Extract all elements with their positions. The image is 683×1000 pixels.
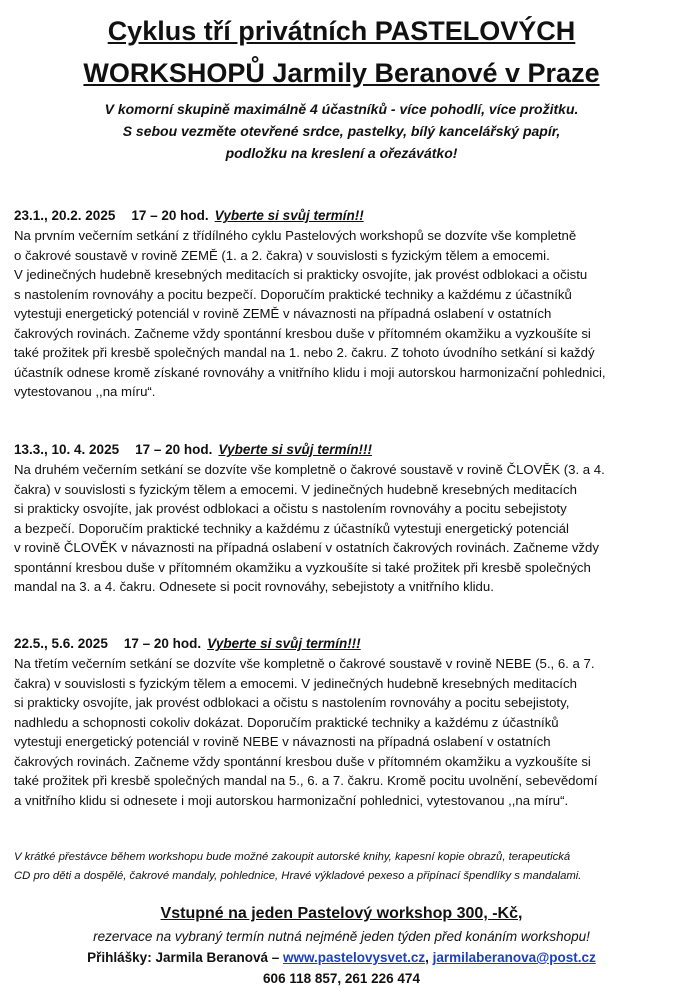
- workshop-2-text-line: a bezpečí. Doporučím praktické techniky a každému z účastníků vytestuji energetický potenciál: [14, 520, 569, 536]
- workshop-1-text-line: čakrových rovinách. Začneme vždy spontánní kresbou duše v přítomném okamžiku a vyzkoušíte si: [14, 325, 591, 341]
- workshop-3-text-line: vytestuji energetický potenciál v rovině NEBE v návaznosti na případná oslabení v ostatních: [14, 734, 551, 749]
- workshop-3-text-line: Na třetím večerním setkání se dozvíte vše kompletně o čakrové soustavě v rovině NEBE (5., 6. a 7.: [14, 656, 595, 671]
- workshop-1-header: [14, 206, 674, 226]
- workshop-1-text-line: s nastolením rovnováhy a pocitu bezpečí. Doporučím praktické techniky a každému z účastníků: [14, 286, 572, 302]
- signup-line: [20, 948, 663, 968]
- intro-line-1: V komorní skupině maximálně 4 účastníků - více pohodlí, více prožitku.: [104, 101, 579, 117]
- website-link[interactable]: www.pastelovysvet.cz: [283, 950, 426, 965]
- break-note-line-2: CD pro děti a dospělé, čakrové mandaly, pohlednice, Hravé výkladové pexeso a připínací špendlíky s mandalami.: [14, 870, 582, 882]
- workshop-2-select-label: Vyberte si svůj termín!!!: [218, 442, 372, 457]
- workshop-3-time: 17 – 20 hod.: [123, 636, 202, 651]
- workshop-section-1: [14, 206, 674, 402]
- workshop-3-dates: 22.5., 5.6. 2025: [14, 636, 108, 651]
- workshop-section-3: [14, 634, 674, 810]
- workshop-1-text-line: vytestuji energetický potenciál v rovině ZEMĚ v návaznosti na případná oslabení v ostatních: [14, 306, 552, 321]
- reservation-note: rezervace na vybraný termín nutná nejméně jeden týden před konáním workshopu!: [93, 929, 590, 944]
- workshop-2-text-line: čakra) v souvislosti s fyzickým tělem a emocemi. V jedinečných hudebně kresebných meditacích: [14, 481, 577, 497]
- workshop-1-text-line: Na prvním večerním setkání z třídílného cyklu Pastelových workshopů se dozvíte vše kompletně: [14, 228, 577, 243]
- workshop-1-select-label: Vyberte si svůj termín!!: [214, 208, 364, 223]
- workshop-1-time: 17 – 20 hod.: [131, 208, 209, 223]
- workshop-3-text-line: nadhledu a schopnosti cokoliv dokázat. Doporučím praktické techniky a každému z účastníků: [14, 714, 559, 730]
- contact-separator: ,: [425, 950, 433, 965]
- workshop-2-text-line: si prakticky osvojíte, jak provést odblokaci a očistu s nastolením rovnováhy a pocitu sebejistoty: [14, 501, 567, 516]
- page-title-line-1: Cyklus tří privátních PASTELOVÝCH: [107, 16, 576, 46]
- phone-numbers: 606 118 857, 261 226 474: [263, 971, 420, 986]
- workshop-1-text-line: také prožitek při kresbě společných mandal na 1. nebo 2. čakru. Z tohoto úvodního setkání si každý: [14, 345, 595, 360]
- workshop-3-select-label: Vyberte si svůj termín!!!: [207, 636, 361, 651]
- workshop-1-text-line: vytestovanou ,,na míru“.: [14, 384, 156, 399]
- workshop-1-dates: 23.1., 20.2. 2025: [14, 208, 116, 223]
- workshop-3-text-line: čakra) v souvislosti s fyzickým tělem a emocemi. V jedinečných hudebně kresebných meditacích: [14, 675, 577, 691]
- workshop-2-text-line: spontánní kresbou duše v přítomném okamžiku a vyzkoušíte si také prožitek při kresbě společných: [14, 559, 591, 575]
- workshop-3-text-line: si prakticky osvojíte, jak provést odblokaci a očistu s nastolením rovnováhy a pocitu sebejistoty,: [14, 695, 570, 710]
- workshop-3-text-line: také prožitek při kresbě společných mandal na 5., 6. a 7. čakru. Kromě pocitu uvolnění, sebevědomí: [14, 773, 598, 788]
- email-link[interactable]: jarmilaberanova@post.cz: [432, 950, 596, 965]
- workshop-2-time: 17 – 20 hod.: [135, 442, 213, 457]
- intro-line-3: podložku na kreslení a ořezávátko!: [225, 145, 458, 161]
- intro-line-2: S sebou vezměte otevřené srdce, pastelky, bílý kancelářský papír,: [122, 123, 561, 139]
- workshop-2-header: [14, 440, 674, 460]
- workshop-section-2: [14, 440, 674, 597]
- workshop-3-text-line: a vnitřního klidu si odnesete i moji autorskou harmonizační pohlednici, vytestovanou ,,na míru“.: [14, 792, 569, 808]
- break-note-line-1: V krátké přestávce během workshopu bude možné zakoupit autorské knihy, kapesní kopie obrazů, terapeutická: [14, 851, 571, 863]
- workshop-3-header: [14, 634, 674, 654]
- workshop-2-text-line: v rovině ČLOVĚK v návaznosti na případná oslabení v ostatních čakrových rovinách. Začneme vždy: [14, 540, 599, 555]
- workshop-1-text-line: V jedinečných hudebně kresebných meditacích si prakticky osvojíte, jak provést odblokaci a očistu: [14, 267, 588, 282]
- workshop-2-text-line: Na druhém večerním setkání se dozvíte vše kompletně o čakrové soustavě v rovině ČLOVĚK (3. a 4.: [14, 462, 605, 477]
- page-title-line-2: WORKSHOPŮ Jarmily Beranové v Praze: [83, 58, 600, 88]
- workshop-1-text-line: o čakrové soustavě v rovině ZEMĚ (1. a 2. čakra) v souvislosti s fyzickým tělem a emocemi.: [14, 247, 550, 263]
- workshop-2-text-line: mandal na 3. a 4. čakru. Odnesete si pocit rovnováhy, sebejistoty a vnitřního klidu.: [14, 579, 494, 594]
- workshop-1-text-line: účastník odnese kromě získané rovnováhy a vnitřního klidu i moji autorskou harmonizační pohlednici,: [14, 364, 606, 380]
- workshop-2-dates: 13.3., 10. 4. 2025: [14, 442, 120, 457]
- signup-prefix: Přihlášky: Jarmila Beranová –: [87, 950, 284, 965]
- workshop-3-text-line: čakrových rovinách. Začneme vždy spontánní kresbou duše v přítomném okamžiku a vyzkoušíte si: [14, 753, 591, 769]
- price-heading: Vstupné na jeden Pastelový workshop 300, -Kč,: [160, 905, 523, 922]
